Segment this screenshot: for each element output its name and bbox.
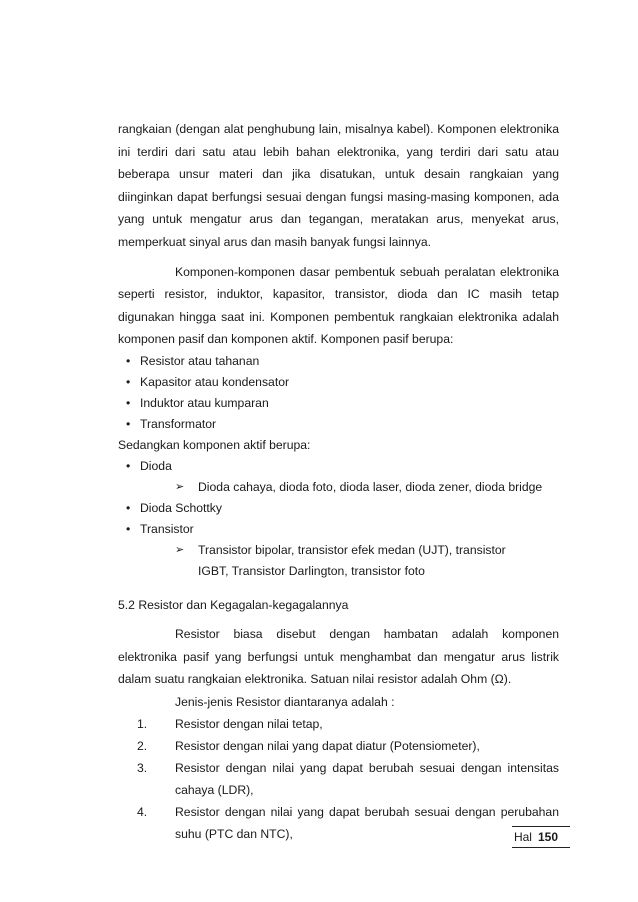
page-number [500,827,570,847]
bullet-icon: • [126,416,131,431]
list-item: • Resistor atau tahanan [118,351,559,372]
page-label: Hal [513,830,532,844]
bullet-icon: • [126,458,131,473]
jenis-intro: Jenis-jenis Resistor diantaranya adalah : [175,694,395,709]
dioda-sub-list [118,477,559,498]
resistor-type-list [118,713,559,845]
bullet-icon: • [126,500,131,515]
list-item: • Induktor atau kumparan [118,393,559,414]
list-item: • Dioda [118,456,559,477]
transistor-sub-list [118,540,559,582]
arrow-bullet-icon: ➢ [175,543,185,556]
page-number-value: 150 [537,830,558,844]
active-component-list-2 [118,498,559,540]
numbered-item: 3. Resistor dengan nilai yang dapat berubah sesuai dengan intensitas cahaya (LDR), [137,760,559,797]
arrow-bullet-icon: ➢ [175,480,185,493]
list-item: • Dioda Schottky [118,498,559,519]
bullet-icon: • [126,353,131,368]
numbered-item: 1. Resistor dengan nilai tetap, [137,716,323,731]
bullet-icon: • [126,521,131,536]
footer-rule-bottom [512,847,570,848]
page-footer [500,826,570,848]
active-component-list [118,456,559,477]
active-intro: Sedangkan komponen aktif berupa: [118,437,311,452]
section-heading: 5.2 Resistor dan Kegagalan-kegagalannya [118,597,349,612]
sub-list-item: ➢ Transistor bipolar, transistor efek medan (UJT), transistor IGBT, Transistor Darlington, transistor foto [118,540,559,582]
bullet-icon: • [126,395,131,410]
bullet-icon: • [126,374,131,389]
passive-component-list [118,351,559,435]
paragraph-intro: rangkaian (dengan alat penghubung lain, misalnya kabel). Komponen elektronika ini terdiri dari satu atau lebih bahan elektronika, yang terdiri dari satu atau beberapa unsur materi dan jika disatukan, untuk desain rangkaian yang diinginkan dapat berfungsi sesuai dengan fungsi masing-masing komponen, ada yang untuk mengatur arus dan tegangan, meratakan arus, menyekat arus, memperkuat sinyal arus dan masih banyak fungsi lainnya. [118,122,559,249]
list-item: • Kapasitor atau kondensator [118,372,559,393]
paragraph-components: Komponen-komponen dasar pembentuk sebuah peralatan elektronika seperti resistor, induktor, kapasitor, transistor, dioda dan IC masih tetap digunakan hingga saat ini. Komponen pembentuk rangkaian elektronika adalah komponen pasif dan komponen aktif. Komponen pasif berupa: [118,264,559,347]
list-item: • Transformator [118,414,559,435]
page-body [118,118,559,845]
numbered-item: 4. Resistor dengan nilai yang dapat berubah sesuai dengan perubahan suhu (PTC dan NTC), [137,804,559,841]
numbered-item: 2. Resistor dengan nilai yang dapat diatur (Potensiometer), [137,738,480,753]
sub-list-item: ➢ Dioda cahaya, dioda foto, dioda laser, dioda zener, dioda bridge [118,477,559,498]
list-item: • Transistor [118,519,559,540]
paragraph-resistor: Resistor biasa disebut dengan hambatan adalah komponen elektronika pasif yang berfungsi untuk menghambat dan mengatur arus listrik dalam suatu rangkaian elektronika. Satuan nilai resistor adalah Ohm (Ω). [118,626,559,687]
